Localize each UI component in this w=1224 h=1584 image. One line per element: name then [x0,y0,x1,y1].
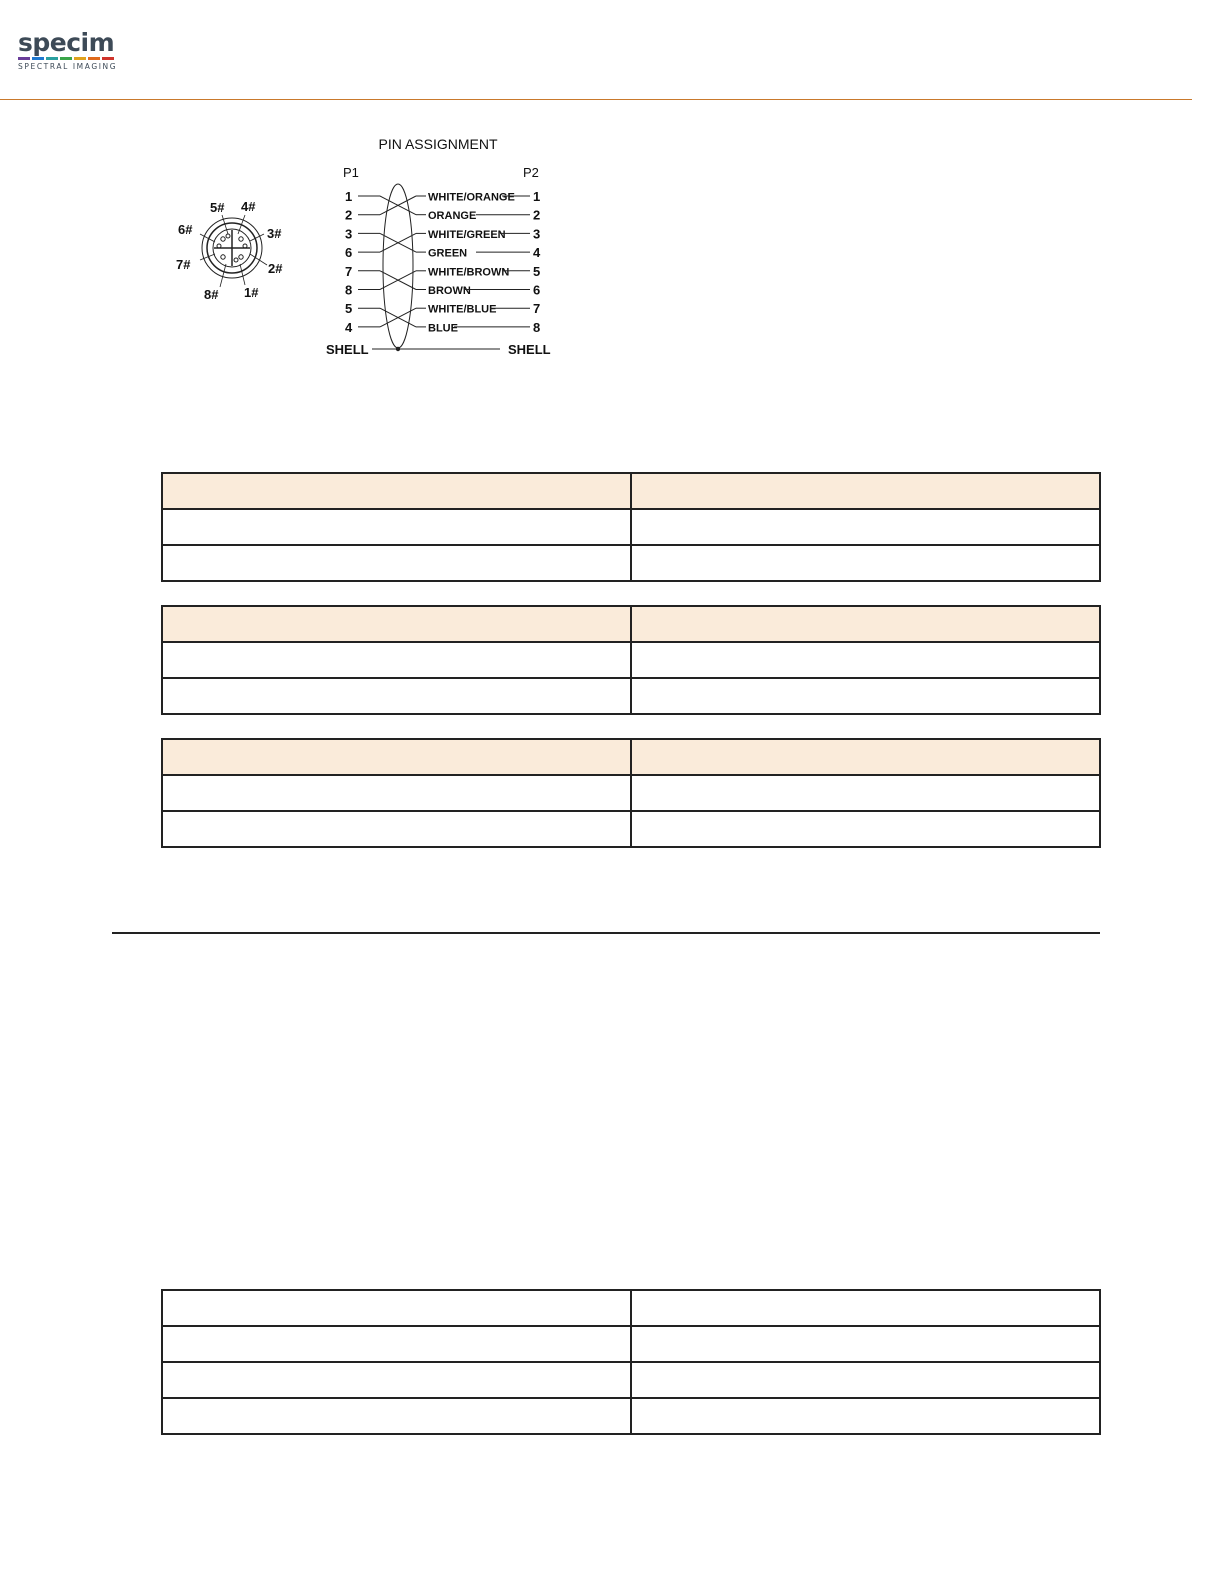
table-cell [631,775,1100,811]
table-cell [631,509,1100,545]
p1-pin-number: 1 [345,189,353,204]
pin-assignment-diagram [170,130,570,370]
table-cell [631,642,1100,678]
table-cell [162,473,631,509]
table-row [162,811,1100,847]
p1-pin-number: 8 [345,282,353,298]
p2-pin-number: 3 [533,226,541,242]
table-cell [631,1398,1100,1434]
shell-right-label: SHELL [508,342,551,357]
table-header-row [162,606,1100,642]
table-cell [631,739,1100,775]
p1-pin-number: 2 [345,207,353,223]
section-divider [112,932,1100,934]
table-row [162,1326,1100,1362]
table-cell [631,545,1100,581]
logo-bar-segment [46,57,58,60]
logo-wordmark: specim [18,28,115,57]
table-cell [162,678,631,714]
logo-bar-segment [32,57,44,60]
table-cell [631,678,1100,714]
pin-label-1: 1# [244,285,259,300]
table-cell [162,545,631,581]
p1-pin-number: 6 [345,245,353,261]
logo-bar-segment [74,57,86,60]
spec-table-4 [161,1289,1101,1435]
pin-label-7: 7# [176,257,191,272]
table-row [162,1290,1100,1326]
pin-label-4: 4# [241,199,256,214]
p2-label: P2 [523,165,539,180]
p2-pin-number: 1 [533,189,541,204]
p2-pin-number: 2 [533,207,541,223]
table-cell [162,1290,631,1326]
wire-color-label: BLUE [428,322,458,335]
p2-pin-number: 7 [533,301,541,317]
table-cell [631,473,1100,509]
p1-pin-number: 4 [345,319,353,335]
wire-color-label: BROWN [428,285,471,297]
table-cell [631,1362,1100,1398]
logo-bar-segment [102,57,114,60]
wire-color-label: WHITE/BROWN [428,266,510,279]
p2-pin-number: 5 [533,263,541,279]
table-cell [162,1362,631,1398]
pin-label-5: 5# [210,200,225,215]
logo-color-bar [18,57,128,60]
spec-table-1 [161,472,1101,582]
table-row [162,545,1100,581]
table-cell [162,606,631,642]
header-divider [0,99,1192,100]
table-cell [162,739,631,775]
shell-left-label: SHELL [326,342,369,357]
wire-color-label: WHITE/GREEN [428,228,506,241]
table-row [162,509,1100,545]
table-header-row [162,739,1100,775]
p2-pin-number: 4 [533,245,541,261]
pin-label-2: 2# [268,261,283,276]
table-cell [631,1290,1100,1326]
connector-face-icon [200,215,267,287]
p1-label: P1 [343,165,359,180]
table-cell [631,811,1100,847]
pin-assignment-title: PIN ASSIGNMENT [378,136,498,152]
logo-bar-segment [88,57,100,60]
table-cell [631,1326,1100,1362]
wire-color-label: GREEN [428,247,468,260]
wire-color-label: WHITE/BLUE [428,303,497,316]
table-cell [162,811,631,847]
table-cell [162,1326,631,1362]
table-cell [631,606,1100,642]
table-row [162,642,1100,678]
table-header-row [162,473,1100,509]
p1-pin-number: 7 [345,263,353,279]
shell-junction-dot [396,347,400,351]
table-row [162,1362,1100,1398]
table-row [162,775,1100,811]
p1-pin-number: 5 [345,301,353,317]
p2-pin-number: 8 [533,319,541,335]
pin-label-6: 6# [178,222,193,237]
logo-bar-segment [18,57,30,60]
logo-bar-segment [60,57,72,60]
table-cell [162,775,631,811]
table-row [162,1398,1100,1434]
spec-table-3 [161,738,1101,848]
pin-label-3: 3# [267,226,282,241]
p1-pin-number: 3 [345,226,353,242]
table-row [162,678,1100,714]
logo-tagline: SPECTRAL IMAGING [18,62,118,71]
wire-color-label: WHITE/ORANGE [428,191,515,204]
p2-pin-number: 6 [533,282,541,298]
spec-table-2 [161,605,1101,715]
table-cell [162,509,631,545]
table-cell [162,642,631,678]
specim-logo [18,30,128,74]
table-cell [162,1398,631,1434]
wire-color-label: ORANGE [428,210,477,223]
pin-label-8: 8# [204,287,219,302]
